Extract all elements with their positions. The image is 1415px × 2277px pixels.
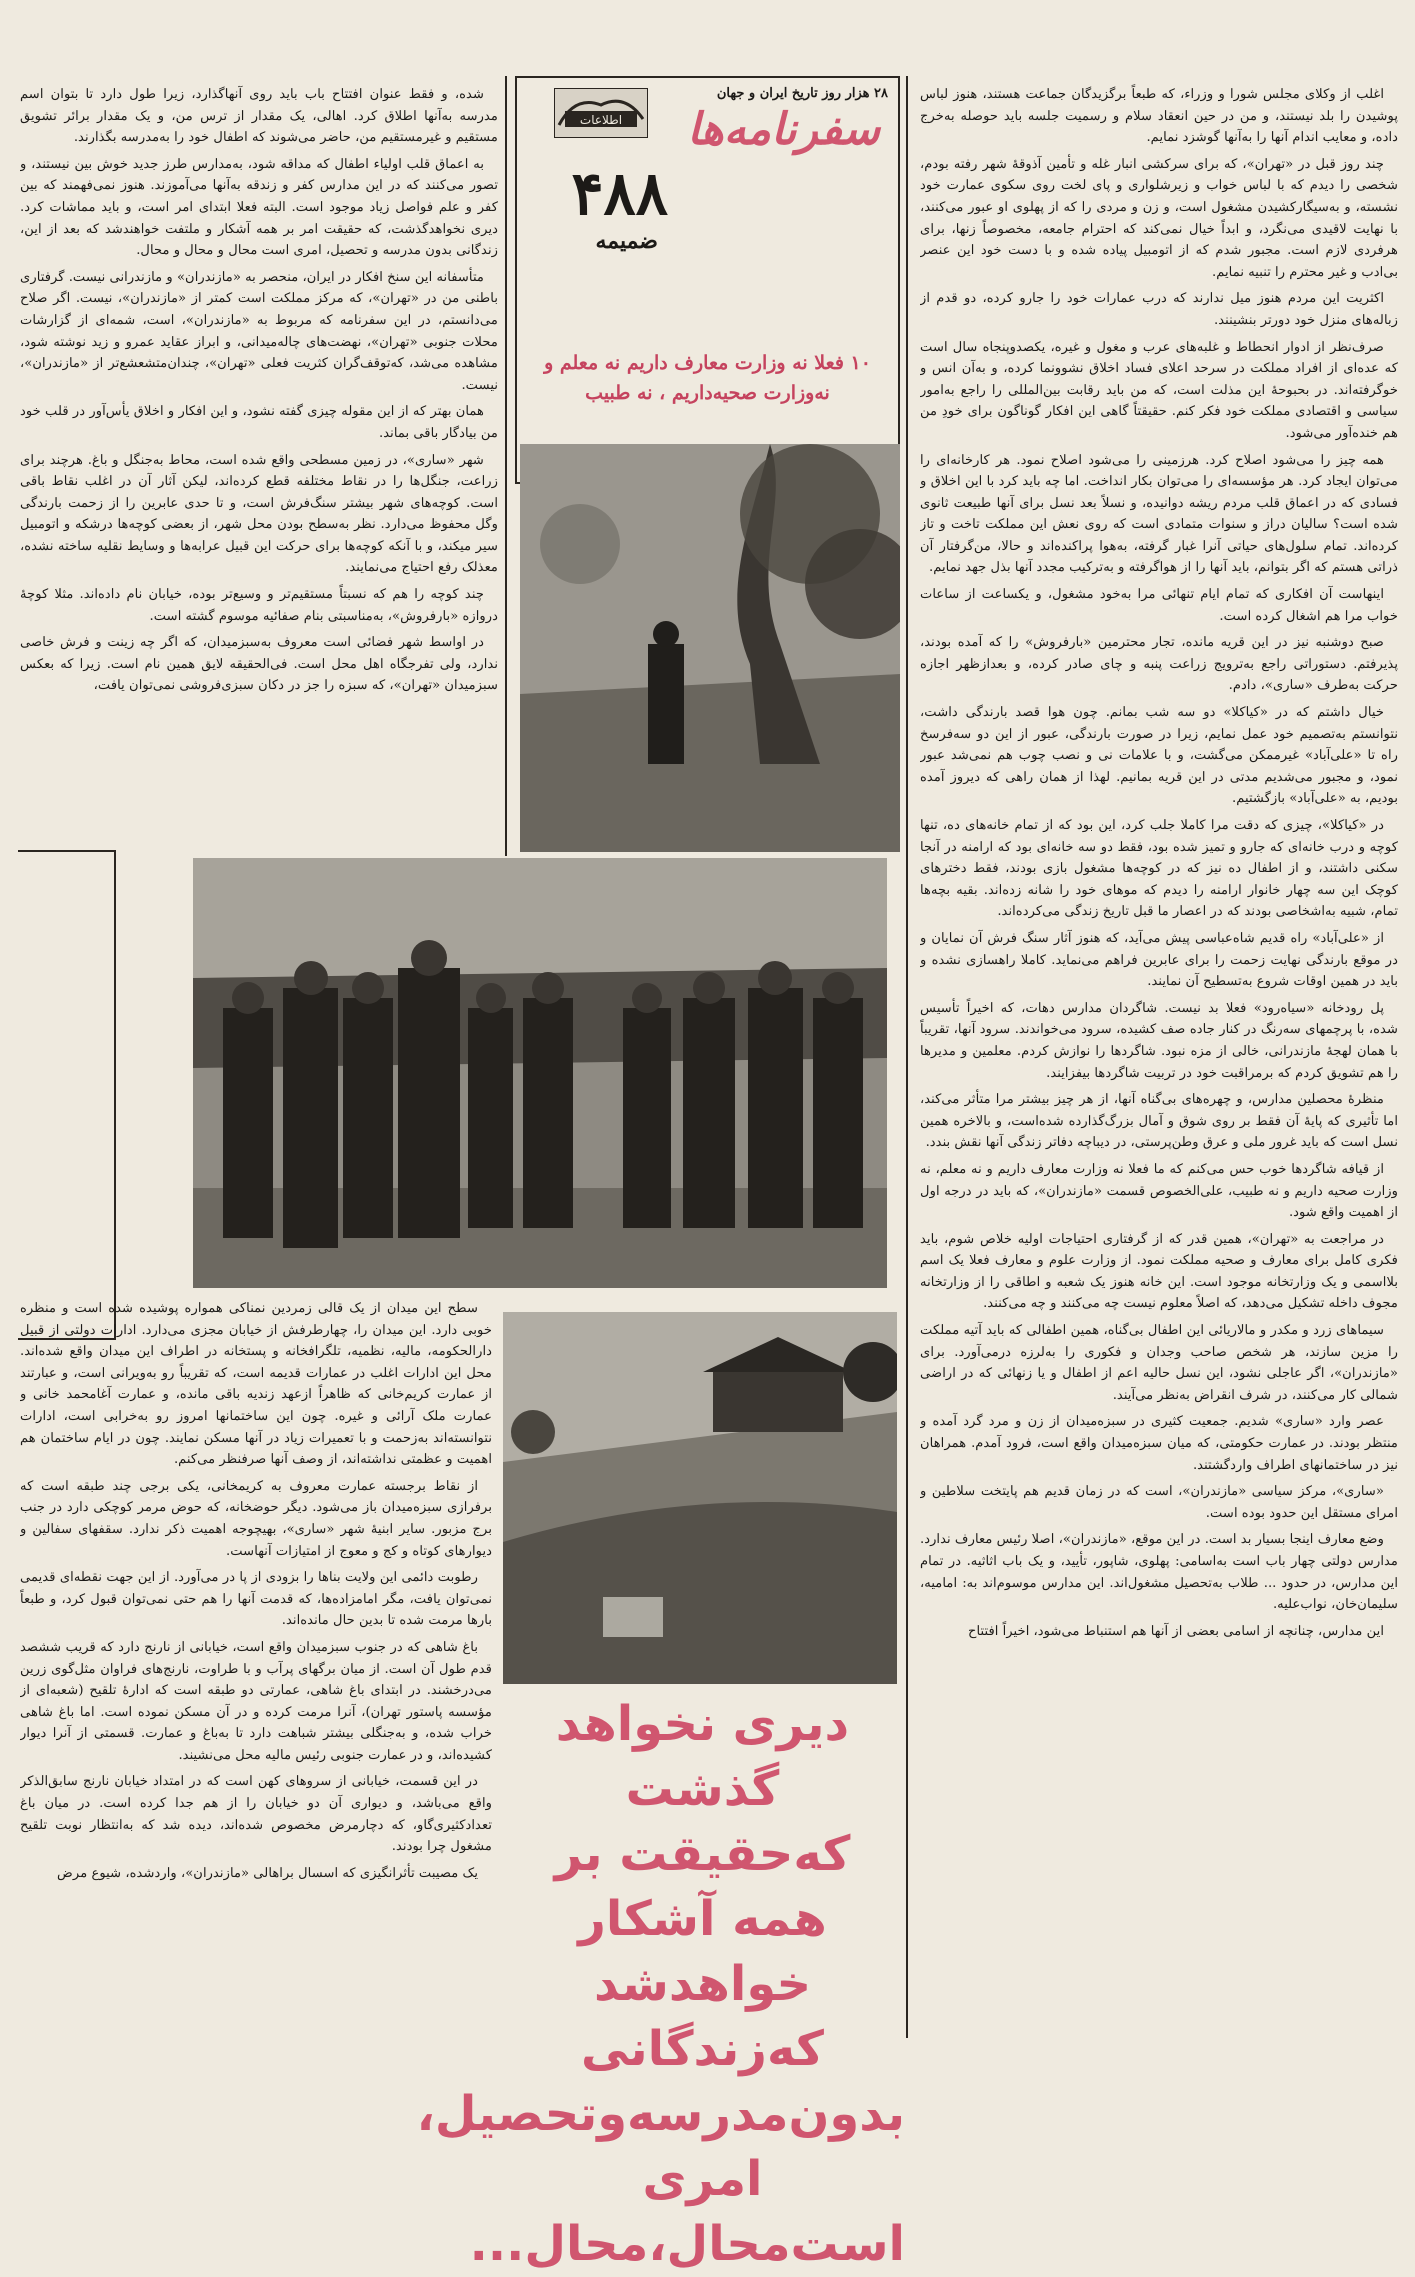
article-paragraph: خیال داشتم که در «کیاکلا» دو سه شب بمانم. چون هوا قصد بارندگی داشت، نتوانستم به‌تصمیم خود عمل نمایم، زیرا در صورت بارندگی، عبور از این دو سه‌فرسخ راه تا «علی‌آباد» غیرممکن می‌گشت، و با علامات نی و نصب چوب هم نمی‌شد عبور نمود، و مجبور می‌شدیم مدتی در این قریه بمانیم. لهذا از همان راهی که دیروز آمده بودیم، به «علی‌آباد» بازگشتیم. (920, 705, 1398, 807)
pull-quote-line: خواهد‌شد که‌زندگانی (581, 1956, 824, 2077)
masthead-badge-label: اطلاعات (579, 113, 623, 127)
masthead-date-line: ۲۸ هزار روز تاریخ ایران و جهان (716, 86, 888, 101)
pull-quote-line: که‌حقیقت بر همه آشکار (554, 1826, 851, 1947)
article-paragraph: اینهاست آن افکاری که تمام ایام تنهائی مرا به‌خود مشغول، و یکساعت از ساعات خواب مرا هم اشغال کرده است. (920, 587, 1398, 624)
article-paragraph: سطح این میدان از یک قالی زمردین نمناکی همواره پوشیده شده است و منظره خوبی دارد. این میدان را، چهارطرفش از خیابان مجزی می‌دارد. ادارات دولتی از قبیل دارالحکومه، مالیه، نظمیه، تلگرافخانه و پستخانه در اطراف این میدان واقع شده‌اند. محل این ادارات اغلب در عمارات قدیمه است، که تقریباً رو به‌ویرانی است، و عبارتند از عمارت کریم‌خانی که ظاهراً ازعهد زندیه باقی مانده، و عمارت آغامحمد خانی و عمارت ملک آرائی و غیره. چون این ساختمانها امروز رو به‌خرابی است، ادارات نتوانسته‌اند به‌زحمت و با تعمیرات زیاد در آنها مسکن نمایند. چون در ایام ساختمان هم اهمیت و عظمتی نداشته‌اند، از وصف آنها صرفنظر می‌کنم. (20, 1301, 492, 1468)
photo-man-by-tree (520, 444, 900, 852)
article-paragraph: همان بهتر که از این مقوله چیزی گفته نشود، و این افکار و اخلاق یأس‌آور در قلب خود من بیادگار باقی بماند. (20, 404, 498, 441)
masthead-badge (554, 88, 648, 138)
masthead-box (515, 76, 900, 484)
pull-quote-line: امری است‌محال،محال... (469, 2151, 905, 2272)
article-paragraph: وضع معارف اینجا بسیار بد است. در این موقع، «مازندران»، اصلا رئیس معارف ندارد. مدارس دولتی چهار باب است به‌اسامی: پهلوی، شاپور، تأیید، و یک باب اثاثیه. در تمام این مدارس، در حدود ... طلاب به‌تحصیل مشغول‌اند. این مدارس موسوم‌اند به: امامیه، سلیمان‌خان، نواب‌علیه. (920, 1532, 1398, 1613)
article-paragraph: این مدارس، چنانچه از اسامی بعضی از آنها هم استنباط می‌شود، اخیراً افتتاح (967, 1623, 1384, 1639)
article-right-column (920, 84, 1398, 2034)
article-paragraph: از قیافه شاگردها خوب حس می‌کنم که ما فعلا نه وزارت معارف داریم و نه معلم، نه وزارت صحیه داریم و نه طبیب، علی‌الخصوص قسمت «مازندران»، که باید در درجه اول از اهمیت واقع شود. (920, 1161, 1398, 1221)
pull-quote-line: دیری نخواهد گذشت (555, 1696, 850, 1817)
article-paragraph: رطوبت دائمی این ولایت بناها را بزودی از پا در می‌آورد. از این جهت نقطه‌ای قدیمی نمی‌توان یافت، مگر امامزاده‌ها، که قدمت آنها را هم حتی نمی‌توان قبول کرد، و طبعاً بارها مرمت شده تا بدین حال مانده‌اند. (20, 1570, 492, 1629)
article-paragraph: شهر «ساری»، در زمین مسطحی واقع شده است، محاط به‌جنگل و باغ. هرچند برای زراعت، جنگل‌ها را در نقاط مختلفه قطع کرده‌اند، لیکن آثار آن در اغلب نقاط باقی است. کوچه‌های شهر بیشتر سنگ‌فرش است، و تا حدی عابرین را از زحمت بارندگی وگل محفوظ می‌دارد. نظر به‌سطح بودن محل شهر، از بعضی کوچه‌ها درشکه و اتومبیل سیر میکند، و با آنکه کوچه‌ها برای حرکت این قبیل عرابه‌ها و وسایط نقلیه ساخته نشده، معذلک رفع احتیاج می‌نمایند. (20, 452, 498, 576)
article-paragraph: سیماهای زرد و مکدر و مالاریائی این اطفال بی‌گناه، همین اطفالی که باید آتیه مملکت را مزین سازند، هر شخص صاحب وجدان و فکوری را به‌لرزه درمی‌آورد. برای «مازندران»، اگر عاجلی نشود، این نسل حالیه اعم از اطفال و یا زنهائی که در اراضی شمالی کار می‌کنند، در شرف انقراض به‌نظر می‌آیند. (920, 1323, 1398, 1403)
newspaper-logo-icon (555, 89, 647, 137)
article-paragraph: در این قسمت، خیابانی از سروهای کهن است که در امتداد خیابان نارنج سابق‌الذکر واقع می‌باشد، و دیواری آن دو خیابان را از هم جدا کرده است. در میان باغ تعدادکثیری‌گاو، که دچارمرض مخصوص شده‌اند، دیده شد که به‌انتظار نوبت تلقیح مشغول چرا بودند. (20, 1774, 492, 1855)
article-paragraph: شده، و فقط عنوان افتتاح باب باید روی آنها‌گذارد، زیرا طول دارد تا بتوان اسم مدرسه به‌آنها اطلاق کرد. اهالی، یک مقدار از ترس من، و یک مقدار برائر تشویق مستقیم و غیرمستقیم من، حاضر می‌شوند که اطفال خود را به‌مدرسه بگذارند. (20, 87, 498, 146)
article-paragraph: چند روز قبل در «تهران»، که برای سرکشی انبار غله و تأمین آذوقهٔ شهر رفته بودم، شخصی را دیدم که با لباس خواب و زیرشلواری و پای لخت روی سکوی عمارت خود نشسته، و بەسیگارکشیدن مشغول است، و زن و مردی را که از پهلوی او عبور می‌کنند، با نهایت لاقیدی می‌نگرد، و ابداً خیال نمی‌کند که احترام جامعه، مخصوصاً زنها، برای هرفردی لازم است. مجبور شدم که از اتومبیل پیاده شده و با دست خود این عنصر بی‌ادب و غیر محترم را تنبیه نمایم. (920, 156, 1398, 280)
article-paragraph: از نقاط برجسته عمارت معروف به کریمخانی، یکی برجی چند طبقه است که برفرازی سبزه‌میدان باز می‌شود. دیگر حوضخانه، که حوض مرمر کوچکی دارد در جنب برج مزبور. سایر ابنیهٔ شهر «ساری»، بهیچوجه اهمیت ذکر ندارد. سقفهای سفالین و دیوارهای کوتاه و کج و معوج از امتیازات آنهاست. (20, 1478, 492, 1559)
article-paragraph: چند کوچه را هم که نسبتاً مستقیم‌تر و وسیع‌تر بوده، خیابان نام داده‌اند. مثلا کوچهٔ دروازه «بارفروش»، به‌مناسبتی بنام صفائیه موسوم گشته است. (20, 587, 498, 624)
article-paragraph: در اواسط شهر فضائی است معروف به‌سبزمیدان، که اگر چه زینت و فرش خاصی ندارد، ولی تفرجگاه اهل محل است. فی‌الحقیقه لایق همین نام است. زیرا که بعکس سبزمیدان «تهران»، که سبزه را جز در دکان سبزی‌فروشی نمی‌توان یافت، (20, 635, 498, 694)
article-paragraph: اکثریت این مردم هنوز میل ندارند که درب عمارات خود را جارو کرده، دو قدم از زباله‌های منزل خود دورتر بنشینند. (920, 291, 1398, 328)
supplement-label: ضمیمه (595, 228, 658, 254)
masthead-headline: ۱۰ فعلا نه وزارت معارف داریم نه معلم و نه‌وزارت صحیه‌داریم ، نه طبیب (544, 352, 871, 404)
article-paragraph: متأسفانه این سنخ افکار در ایران، منحصر به «مازندران» و مازندرانی نیست. گرفتاری باطنی من در «تهران»، که مرکز مملکت است کمتر از «مازندران»، نیست. اگر صلاح می‌دانستم، در این سفرنامه که مربوط به «مازندران»، است، شمه‌ای از گزارشات محلات جنوبی «تهران»، نهضت‌های چاله‌میدانی، و ابراز عقاید عمرو و زید نوشته شود، مشاهده می‌شد، که‌توقف‌گران کثریت فعلی «تهران»، چندان‌متشعشع‌تر از «مازندران»، نیست. (20, 269, 498, 393)
column-divider-right (906, 76, 908, 2038)
article-paragraph: صبح دوشنبه نیز در این قریه ماندە، تجار محترمین «بارفروش» را که آمده بودند، پذیرفتم. دستوراتی راجع به‌ترویج زراعت پنبه و چای صادر کرده، و بعدازظهر اجازه حرکت به‌طرف «ساری»، دادم. (920, 635, 1398, 694)
article-paragraph: منظرهٔ محصلین مدارس، و چهره‌های بی‌گناه آنها، از هر چیز بیشتر مرا متأثر می‌کند، اما تأثیری که پایهٔ آن فقط بر روی شوق و آمال بزرگ‌گذارده شده‌است، و بالاخره همین نسل است که باید غرور ملی و عرق وطن‌پرستی، در دیباچه دفاتر زندگی آنها نقش بندد. (920, 1092, 1398, 1151)
margin-bracket (18, 850, 116, 1340)
article-left-column-top (20, 84, 498, 844)
article-paragraph: عصر وارد «ساری» شدیم. جمعیت کثیری در سبزه‌میدان از زن و مرد گرد آمده و منتظر بودند. در عمارت حکومتی، که میان سبزه‌میدان واقع است، فرود آمدم. همراهان نیز در ساختمانهای اطراف واردگشتند. (920, 1414, 1398, 1473)
article-paragraph: اغلب از وکلای مجلس شورا و وزراء، که طبعاً برگزیدگان جماعت هستند، هنوز لباس پوشیدن را بلد نیستند، و من در حین انعقاد سلام و رسمیت جلسه باید حوصله به‌خرج داده، و معایب اندام آنها را به‌آنها گوشزد نمایم. (920, 87, 1398, 146)
photo-building-hillside (503, 1312, 897, 1684)
photo-officers-group (193, 858, 887, 1288)
masthead-logo: سفرنامه‌ها (687, 104, 880, 155)
issue-number: ۴۸۸ (571, 159, 668, 229)
article-paragraph: در «کیاکلا»، چیزی که دقت مرا کاملا جلب کرد، این بود که از تمام خانه‌های ده، تنها کوچه و درب خانه‌ای که جارو و تمیز شده بود، فقط دو سه خانه‌ای بود که ارامنه در آنجا سکنی داشتند، و از اطفال ده نیز که در کوچه‌ها مشغول بازی بودند، فقط دخترهای کوچک این سه چهار خانوار ارامنه را دیدم که موهای خود را شانه زده‌اند. بقیه بچه‌ها تمام، شبیه به‌اشخاصی بودند که در اعصار ما قبل تاریخ زندگی می‌کرده‌اند. (920, 818, 1398, 920)
article-paragraph: پل رودخانه «سیاه‌رود» فعلا بد نیست. شاگردان مدارس دهات، که اخیراً تأسیس شده، با پرچمهای سه‌رنگ در کنار جاده صف کشیده، سرود می‌خواندند. سرود آنها، تقریباً با همان لهجهٔ مازندرانی، خالی از مزه نبود. شاگردها را نوازش کردم. معلمین و مدیرها را هم تشویق کردم که برمراقبت خود در تربیت شاگردها بیفزایند. (920, 1000, 1398, 1081)
article-paragraph: «ساری»، مرکز سیاسی «مازندران»، است که در زمان قدیم هم پایتخت سلاطین و امرای مستقل این حدود بوده است. (920, 1484, 1398, 1521)
article-paragraph: در مراجعت به «تهران»، همین قدر که از گرفتاری احتیاجات اولیه خلاص شوم، باید فکری کامل برای معارف و صحیه مملکت نمود. از وزارت علوم و معارف فعلا یک اسم بلااسمی و یک وزارتخانه موجود است. این خانه هنوز یک شعبه و اطاقی را از وزارتخانه مجوف داخله تشکیل می‌دهد، که اصلاً معلوم نیست چه می‌کنند و چه می‌کنند. (920, 1231, 1398, 1312)
article-paragraph: همه چیز را می‌شود اصلاح کرد. هرزمینی را می‌شود اصلاح نمود. هر کارخانه‌ای را می‌توان ایجاد کرد. هر مؤسسه‌ای را می‌توان بکار انداخت. اما چه باید کرد با این اخلاق و فسادی که در اعماق قلب مردم ریشه دوانیده، و نسلاً بعد نسل برای آنها طبیعت ثانوی شده است؟ سالیان دراز و سنوات متمادی است که روی نعش این مملکت تاخت و تاز کرده‌اند. تمام سلول‌های حیاتی آنرا غبار گرفته، به‌هوا پراکنده‌اند و حالا، من‌گرفتار آن ذراتی هستم که اگر بتوانم، باید آنها را از هواگرفته و به‌ترکیب مجدد آنها بذل جهد نمایم. (920, 452, 1398, 576)
article-paragraph: به اعماق قلب اولیاء اطفال که مداقه شود، به‌مدارس طرز جدید خوش بین نیستند، و تصور می‌کنند که در این مدارس کفر و زندقه به‌آنها می‌آموزند. هنوز نمی‌فهمند که بین کفر و علم فواصل زیاد موجود است. البته فعلا ابتدای امر است، و باید مماشات کرد. دیری نخواهد‌گذشت، که حقیقت امر بر همه آشکار و ملتفت خواهند‌شد که بعد از این، زندگانی بدون مدرسه و تحصیل، امری است محال و محال و محال. (20, 156, 498, 259)
article-left-column-bottom (20, 1298, 492, 2034)
pull-quote-line: بدون‌مدرسه‌وتحصیل، (416, 2086, 905, 2142)
article-paragraph: یک مصیبت تأثرانگیزی که اسسال براهالی «مازندران»، واردشده، شیوع مرض (56, 1865, 478, 1881)
article-paragraph: باغ شاهی که در جنوب سبزمیدان واقع است، خیابانی از نارنج دارد که قریب ششصد قدم طول آن است. از میان برگهای پرآب و با طراوت، نارنج‌های فراوان مثل‌گوی زرین می‌درخشند. در ابتدای باغ شاهی، عمارتی دو طبقه است که ادارهٔ تلقیح (شعبه‌ای از مؤسسه پاستور تهران)، آنرا مرمت کرده و در آن مسکن نموده است. اما باغ شاهی خراب شده، و به‌جنگلی بیشتر شباهت دارد تا به‌باغ و عمارت. قسمتی از آنرا دیوار کشیده‌اند، و در عمارت جنوبی رئیس مالیه محل می‌نشیند. (20, 1639, 492, 1763)
article-paragraph: از «علی‌آباد» راه قدیم شاه‌عباسی پیش می‌آید، که هنوز آثار سنگ فرش آن نمایان و در موقع بارندگی نهایت زحمت را برای عابرین فراهم می‌نماید. کاملا راهسازی نشده و باید در همین اوقات شروع به‌تسطیح آن نمایند. (920, 930, 1398, 990)
pull-quote (416, 1692, 905, 2272)
article-paragraph: صرف‌نظر از ادوار انحطاط و غلبه‌های عرب و مغول و غیره، یکصدوپنجاه سال است که عده‌ای از افراد مملکت در سرحد اعلای فساد اخلاق نشوونما کرده، و به‌آن انس و خوگرفته‌اند. در بحبوحهٔ این مذلت است، که من باید رقابت بین‌المللی را راجع به‌امور سیاسی و اقتصادی مملکت خود فکر کنم. حقیقتاً گاهی این افکار گوناگون برای خودِ من هم خنده‌آور می‌شود. (920, 339, 1398, 441)
column-divider-left (505, 76, 507, 856)
